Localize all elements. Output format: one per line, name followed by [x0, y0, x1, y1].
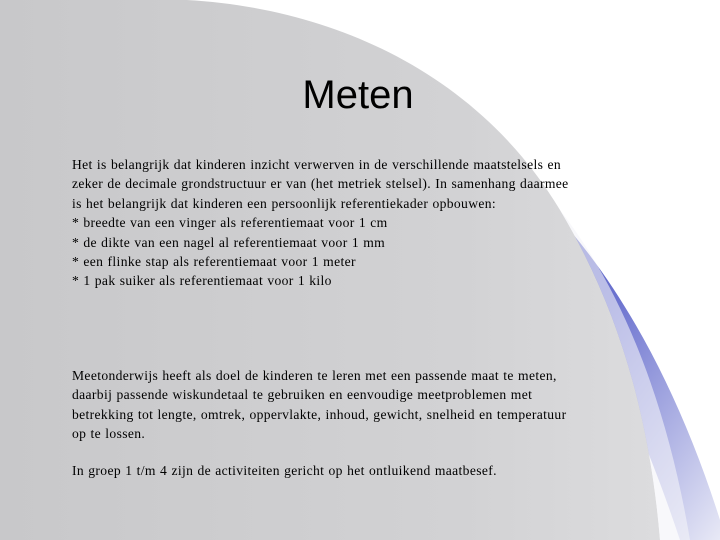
bullet-line: * 1 pak suiker als referentiemaat voor 1 kilo — [72, 273, 332, 289]
paragraph-line: daarbij passende wiskundetaal te gebruiken en eenvoudige meetproblemen met — [72, 387, 533, 403]
meetonderwijs-paragraph — [72, 366, 662, 444]
paragraph-line: Meetonderwijs heeft als doel de kinderen te leren met een passende maat te meten, — [72, 368, 557, 383]
intro-paragraph — [72, 155, 662, 291]
bullet-line: * een flinke stap als referentiemaat voor 1 meter — [72, 254, 356, 270]
paragraph-line: In groep 1 t/m 4 zijn de activiteiten gericht op het ontluikend maatbesef. — [72, 463, 497, 478]
intro-line: Het is belangrijk dat kinderen inzicht verwerven in de verschillende maatstelsels en — [72, 157, 561, 172]
paragraph-line: betrekking tot lengte, omtrek, oppervlakte, inhoud, gewicht, snelheid en temperatuur — [72, 406, 567, 422]
slide-title — [0, 70, 720, 120]
paragraph-line: op te lossen. — [72, 426, 146, 442]
bullet-line: * de dikte van een nagel al referentiemaat voor 1 mm — [72, 234, 386, 250]
intro-line: is het belangrijk dat kinderen een persoonlijk referentiekader opbouwen: — [72, 195, 497, 211]
slide-title-text: Meten — [302, 73, 414, 117]
bullet-line: * breedte van een vinger als referentiemaat voor 1 cm — [72, 215, 388, 231]
groep-paragraph — [72, 461, 662, 480]
intro-line: zeker de decimale grondstructuur er van (het metriek stelsel). In samenhang daarmee — [72, 176, 569, 192]
